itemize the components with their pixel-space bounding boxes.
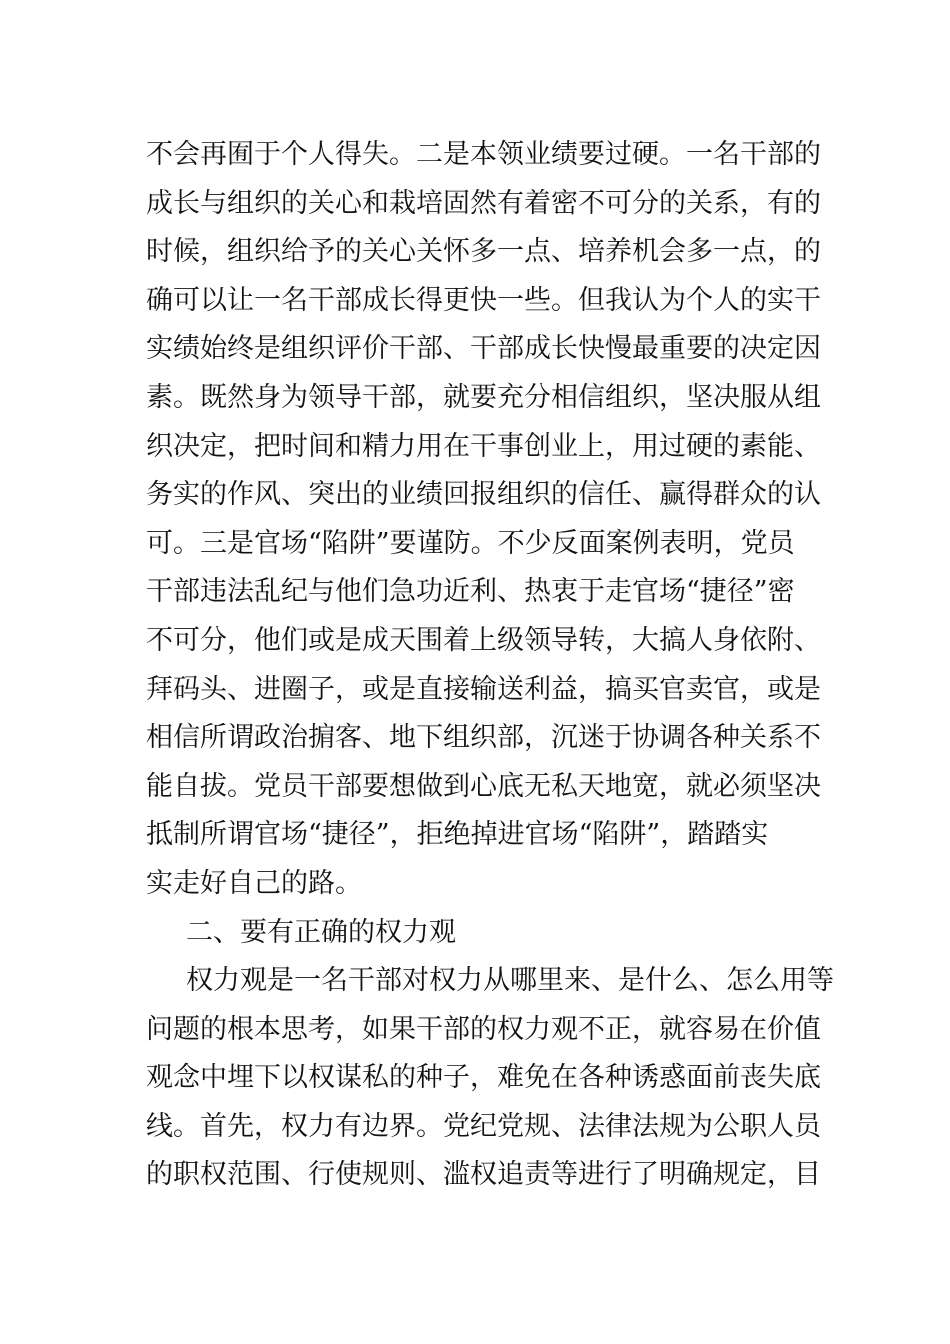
text-line: 抵制所谓官场“捷径”，拒绝掉进官场“陷阱”，踏踏实: [146, 819, 769, 851]
text-line: 确可以让一名干部成长得更快一些。但我认为个人的实干: [146, 284, 821, 316]
text-line: 相信所谓政治掮客、地下组织部，沉迷于协调各种关系不: [146, 722, 821, 754]
text-line: 能自拔。党员干部要想做到心底无私天地宽，就必须坚决: [146, 770, 821, 802]
text-line: 织决定，把时间和精力用在干事创业上，用过硬的素能、: [146, 430, 821, 462]
text-line: 不会再囿于个人得失。二是本领业绩要过硬。一名干部的: [146, 139, 821, 170]
text-line: 可。三是官场“陷阱”要谨防。不少反面案例表明，党员: [146, 527, 795, 559]
text-line: 线。首先，权力有边界。党纪党规、法律法规为公职人员: [146, 1110, 821, 1142]
text-line: 干部违法乱纪与他们急功近利、热衷于走官场“捷径”密: [146, 576, 795, 608]
text-line: 素。既然身为领导干部，就要充分相信组织，坚决服从组: [146, 381, 821, 413]
text-line: 拜码头、进圈子，或是直接输送利益，搞买官卖官，或是: [146, 673, 821, 705]
text-line: 观念中埋下以权谋私的种子，难免在各种诱惑面前丧失底: [146, 1062, 821, 1094]
text-line: 成长与组织的关心和栽培固然有着密不可分的关系，有的: [146, 187, 821, 219]
paragraph-first-line: 权力观是一名干部对权力从哪里来、是什么、怎么用等: [186, 965, 834, 997]
body-text: [146, 131, 834, 1200]
text-line: 问题的根本思考，如果干部的权力观不正，就容易在价值: [146, 1013, 821, 1045]
text-line: 务实的作风、突出的业绩回报组织的信任、赢得群众的认: [146, 479, 821, 511]
text-line: 实走好自己的路。: [146, 867, 362, 899]
text-line: 的职权范围、行使规则、滥权追责等进行了明确规定，目: [146, 1159, 821, 1191]
text-line: 不可分，他们或是成天围着上级领导转，大搞人身依附、: [146, 624, 821, 656]
text-line: 实绩始终是组织评价干部、干部成长快慢最重要的决定因: [146, 333, 821, 365]
text-line: 时候，组织给予的关心关怀多一点、培养机会多一点，的: [146, 236, 821, 268]
section-heading: 二、要有正确的权力观: [186, 916, 456, 948]
